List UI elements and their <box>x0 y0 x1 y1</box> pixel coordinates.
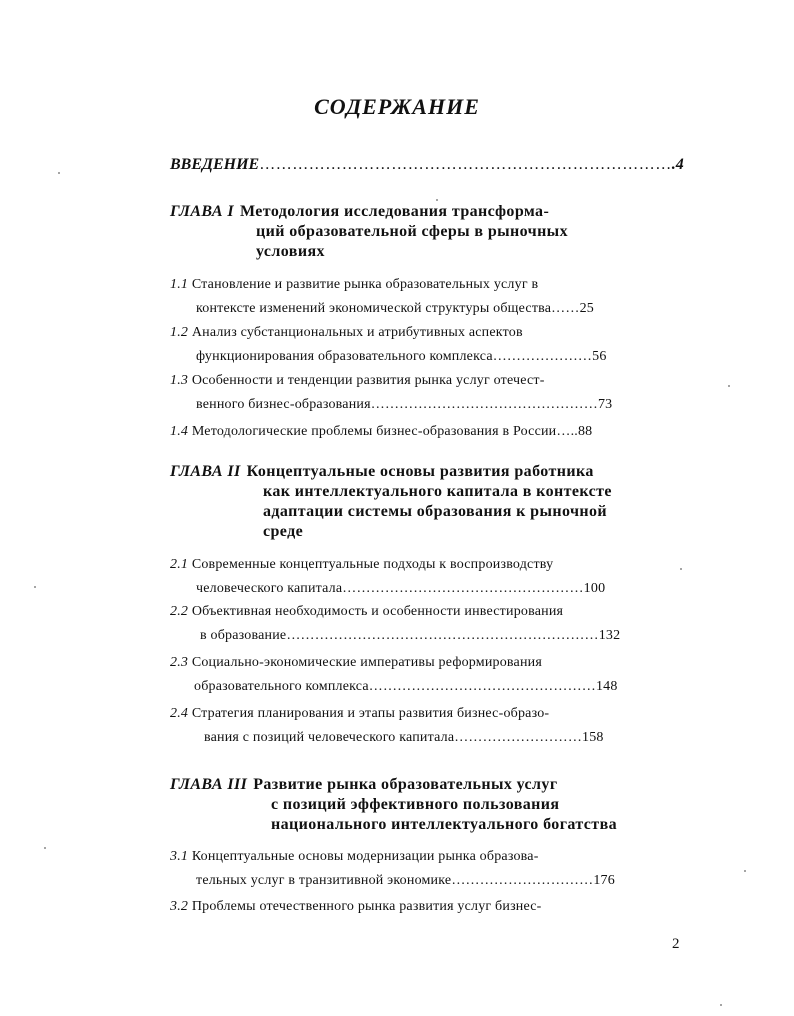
scan-speck <box>720 1004 722 1006</box>
toc-intro[interactable] <box>170 156 684 174</box>
scan-speck <box>34 586 36 588</box>
entry-text-cont: тельных услуг в транзитивной экономике…………………………176 <box>196 873 615 888</box>
scan-speck <box>728 385 730 387</box>
entry-text-cont: человеческого капитала……………………………………………100 <box>196 581 606 596</box>
intro-page: .4 <box>671 156 684 173</box>
toc-entry[interactable] <box>170 420 675 444</box>
toc-entry[interactable] <box>170 702 675 750</box>
chapter-title-line: как интеллектуального капитала в контексте <box>263 483 612 500</box>
entry-number: 1.4 <box>170 424 189 439</box>
chapter-title-line: среде <box>263 523 304 540</box>
scan-speck <box>680 568 682 570</box>
toc-entry[interactable] <box>170 600 675 648</box>
entry-text-cont: в образование…………………………………………………………132 <box>200 628 621 643</box>
toc-entry[interactable] <box>170 651 675 699</box>
entry-text: Концептуальные основы модернизации рынка образова- <box>191 849 539 864</box>
entry-text: Стратегия планирования и этапы развития бизнес-образо- <box>191 706 550 721</box>
chapter-heading <box>170 202 568 262</box>
chapter-title-line: адаптации системы образования к рыночной <box>263 503 608 520</box>
entry-text: Методологические проблемы бизнес-образования в России…..88 <box>191 424 593 439</box>
entry-number: 2.1 <box>170 557 189 572</box>
entry-text: Анализ субстанциональных и атрибутивных аспектов <box>191 325 523 340</box>
toc-entry[interactable] <box>170 369 675 417</box>
toc-entry[interactable] <box>170 845 675 893</box>
scan-speck <box>58 172 60 174</box>
entry-number: 1.2 <box>170 325 189 340</box>
chapter-title-line: Развитие рынка образовательных услуг <box>253 776 558 793</box>
scan-speck <box>44 847 46 849</box>
entry-text: Особенности и тенденции развития рынка услуг отечест- <box>191 373 545 388</box>
entry-number: 2.4 <box>170 706 189 721</box>
chapter-label: ГЛАВА II <box>170 463 241 480</box>
entry-text: Современные концептуальные подходы к воспроизводству <box>191 557 554 572</box>
entry-text-cont: венного бизнес-образования…………………………………………73 <box>196 397 613 412</box>
toc-entry[interactable] <box>170 553 675 601</box>
entry-number: 2.3 <box>170 655 189 670</box>
chapter-title-line: Методология исследования трансформа- <box>239 203 550 220</box>
entry-text-cont: вания с позиций человеческого капитала………………………158 <box>204 730 604 745</box>
entry-text: Становление и развитие рынка образовательных услуг в <box>191 277 539 292</box>
chapter-title-line: Концептуальные основы развития работника <box>246 463 594 480</box>
entry-number: 1.3 <box>170 373 189 388</box>
page-title: СОДЕРЖАНИЕ <box>314 94 480 119</box>
chapter-label: ГЛАВА I <box>170 203 234 220</box>
page-number: 2 <box>672 936 680 952</box>
entry-number: 3.1 <box>170 849 189 864</box>
entry-text: Проблемы отечественного рынка развития услуг бизнес- <box>191 899 542 914</box>
intro-label: ВВЕДЕНИЕ <box>170 156 260 173</box>
entry-number: 1.1 <box>170 277 189 292</box>
chapter-label: ГЛАВА III <box>170 776 248 793</box>
toc-entry[interactable] <box>170 273 675 321</box>
scan-speck <box>744 870 746 872</box>
chapter-title-line: условиях <box>256 243 325 260</box>
chapter-title-line: с позиций эффективного пользования <box>271 796 560 813</box>
entry-text: Объективная необходимость и особенности инвестирования <box>191 604 564 619</box>
scan-speck <box>436 199 438 201</box>
chapter-title-line: ций образовательной сферы в рыночных <box>256 223 568 240</box>
toc-entry[interactable] <box>170 321 675 369</box>
entry-text-cont: функционирования образовательного комплекса…………………56 <box>196 349 607 364</box>
toc-entry[interactable] <box>170 895 675 919</box>
entry-text-cont: образовательного комплекса…………………………………………148 <box>194 679 618 694</box>
chapter-title-line: национального интеллектуального богатства <box>271 816 618 833</box>
entry-text-cont: контексте изменений экономической структуры общества……25 <box>196 301 594 316</box>
entry-number: 2.2 <box>170 604 189 619</box>
chapter-heading <box>170 775 617 835</box>
chapter-heading <box>170 462 612 542</box>
entry-text: Социально-экономические императивы реформирования <box>191 655 542 670</box>
intro-leader: ………………………………………………………………… <box>259 156 672 173</box>
entry-number: 3.2 <box>170 899 189 914</box>
